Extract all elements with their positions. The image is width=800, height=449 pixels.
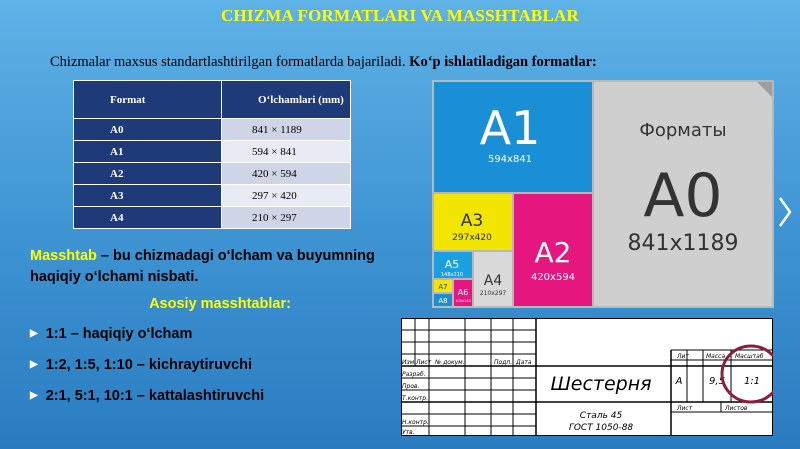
- row-label: № докум.: [435, 359, 465, 366]
- side-label: Н.контр.: [402, 419, 429, 426]
- list-item: [30, 349, 264, 380]
- side-label: Т.контр.: [402, 395, 429, 402]
- format-size: 210 × 297: [222, 207, 351, 229]
- format-name: A2: [74, 163, 222, 185]
- format-name: A3: [74, 185, 222, 207]
- a8-label: A8: [438, 297, 448, 305]
- table-row: [74, 141, 351, 163]
- list-item: [30, 318, 264, 349]
- masshtab-text: – bu chizmadagi o‘lcham va buyumning haqiqiy o‘lchami nisbati.: [30, 248, 375, 285]
- scale-value: 1:1: [743, 376, 761, 387]
- list-item: [30, 380, 264, 411]
- side-label: Разраб.: [402, 371, 426, 378]
- a0-label: A0: [643, 161, 723, 231]
- part-name: Шестерня: [550, 373, 652, 395]
- a4-size: 210x297: [479, 290, 507, 297]
- title-block-svg: [401, 318, 773, 436]
- format-size: 841 × 1189: [222, 119, 351, 141]
- bullet-text: 2:1, 5:1, 10:1 – kattalashtiruvchi: [45, 387, 265, 404]
- format-name: A0: [74, 119, 222, 141]
- a2-size: 420x594: [530, 272, 576, 283]
- drawing-title-block: [401, 318, 773, 436]
- header-size: O‘lchamlari (mm): [222, 81, 351, 119]
- a1-size: 594x841: [487, 154, 533, 165]
- a6-label: A6: [457, 288, 469, 297]
- masshtab-definition: [30, 246, 410, 288]
- intro-bold: Ko‘p ishlatiladigan formatlar:: [409, 54, 597, 70]
- scales-list: [30, 318, 264, 411]
- bullet-text: 1:1 – haqiqiy o‘lcham: [45, 325, 193, 342]
- format-size: 594 × 841: [222, 141, 351, 163]
- format-name: A4: [74, 207, 222, 229]
- scales-subtitle: Asosiy masshtablar:: [149, 296, 291, 312]
- a5-label: A5: [444, 258, 460, 271]
- a6-size: 105x148: [455, 299, 471, 303]
- side-label: Утв.: [402, 429, 415, 436]
- col-lit: Лит: [677, 353, 689, 360]
- format-name: A1: [74, 141, 222, 163]
- table-header-row: [74, 81, 351, 119]
- a2-label: A2: [534, 236, 572, 269]
- bullet-arrow-icon: ▶: [30, 359, 38, 370]
- material-line-2: ГОСТ 1050-88: [568, 423, 634, 433]
- format-size: 297 × 420: [222, 185, 351, 207]
- a0-heading: Форматы: [639, 120, 727, 141]
- sheet-label: Лист: [677, 405, 693, 412]
- a3-size: 297x420: [452, 233, 492, 243]
- bullet-text: 1:2, 1:5, 1:10 – kichraytiruvchi: [45, 356, 253, 373]
- a0-size: 841x1189: [627, 231, 739, 256]
- next-slide-icon[interactable]: [778, 196, 792, 233]
- formats-table: [73, 80, 351, 229]
- formats-svg: [432, 80, 774, 308]
- col-mass: Масса: [706, 353, 726, 360]
- mass-value: 9,5: [709, 376, 725, 387]
- a1-label: A1: [479, 101, 541, 155]
- format-size: 420 × 594: [222, 163, 351, 185]
- a5-size: 148x210: [440, 272, 464, 278]
- masshtab-term: Masshtab: [30, 248, 97, 264]
- col-scale: Масштаб: [735, 353, 764, 360]
- chevron-right-icon: [778, 196, 792, 228]
- sheets-label: Листов: [725, 405, 748, 412]
- bullet-arrow-icon: ▶: [30, 328, 38, 339]
- material-line-1: Сталь 45: [579, 411, 623, 421]
- table-row: [74, 119, 351, 141]
- table-row: [74, 207, 351, 229]
- slide-title: CHIZMA FORMATLARI VA MASSHTABLAR: [221, 6, 579, 25]
- header-format: Format: [74, 81, 222, 119]
- a7-label: A7: [438, 283, 448, 291]
- lit-value: А: [675, 376, 683, 387]
- intro-text: [50, 54, 597, 71]
- row-label: Лист: [416, 359, 432, 366]
- a3-label: A3: [460, 211, 484, 231]
- row-label: Подп.: [494, 359, 513, 366]
- table-row: [74, 185, 351, 207]
- row-label: Изм: [402, 359, 415, 366]
- formats-illustration: [432, 80, 774, 308]
- row-label: Дата: [516, 359, 532, 366]
- bullet-arrow-icon: ▶: [30, 390, 38, 401]
- a4-label: A4: [483, 273, 503, 289]
- table-row: [74, 163, 351, 185]
- side-label: Пров.: [402, 383, 420, 390]
- intro-normal: Chizmalar maxsus standartlashtirilgan formatlarda bajariladi.: [50, 54, 410, 70]
